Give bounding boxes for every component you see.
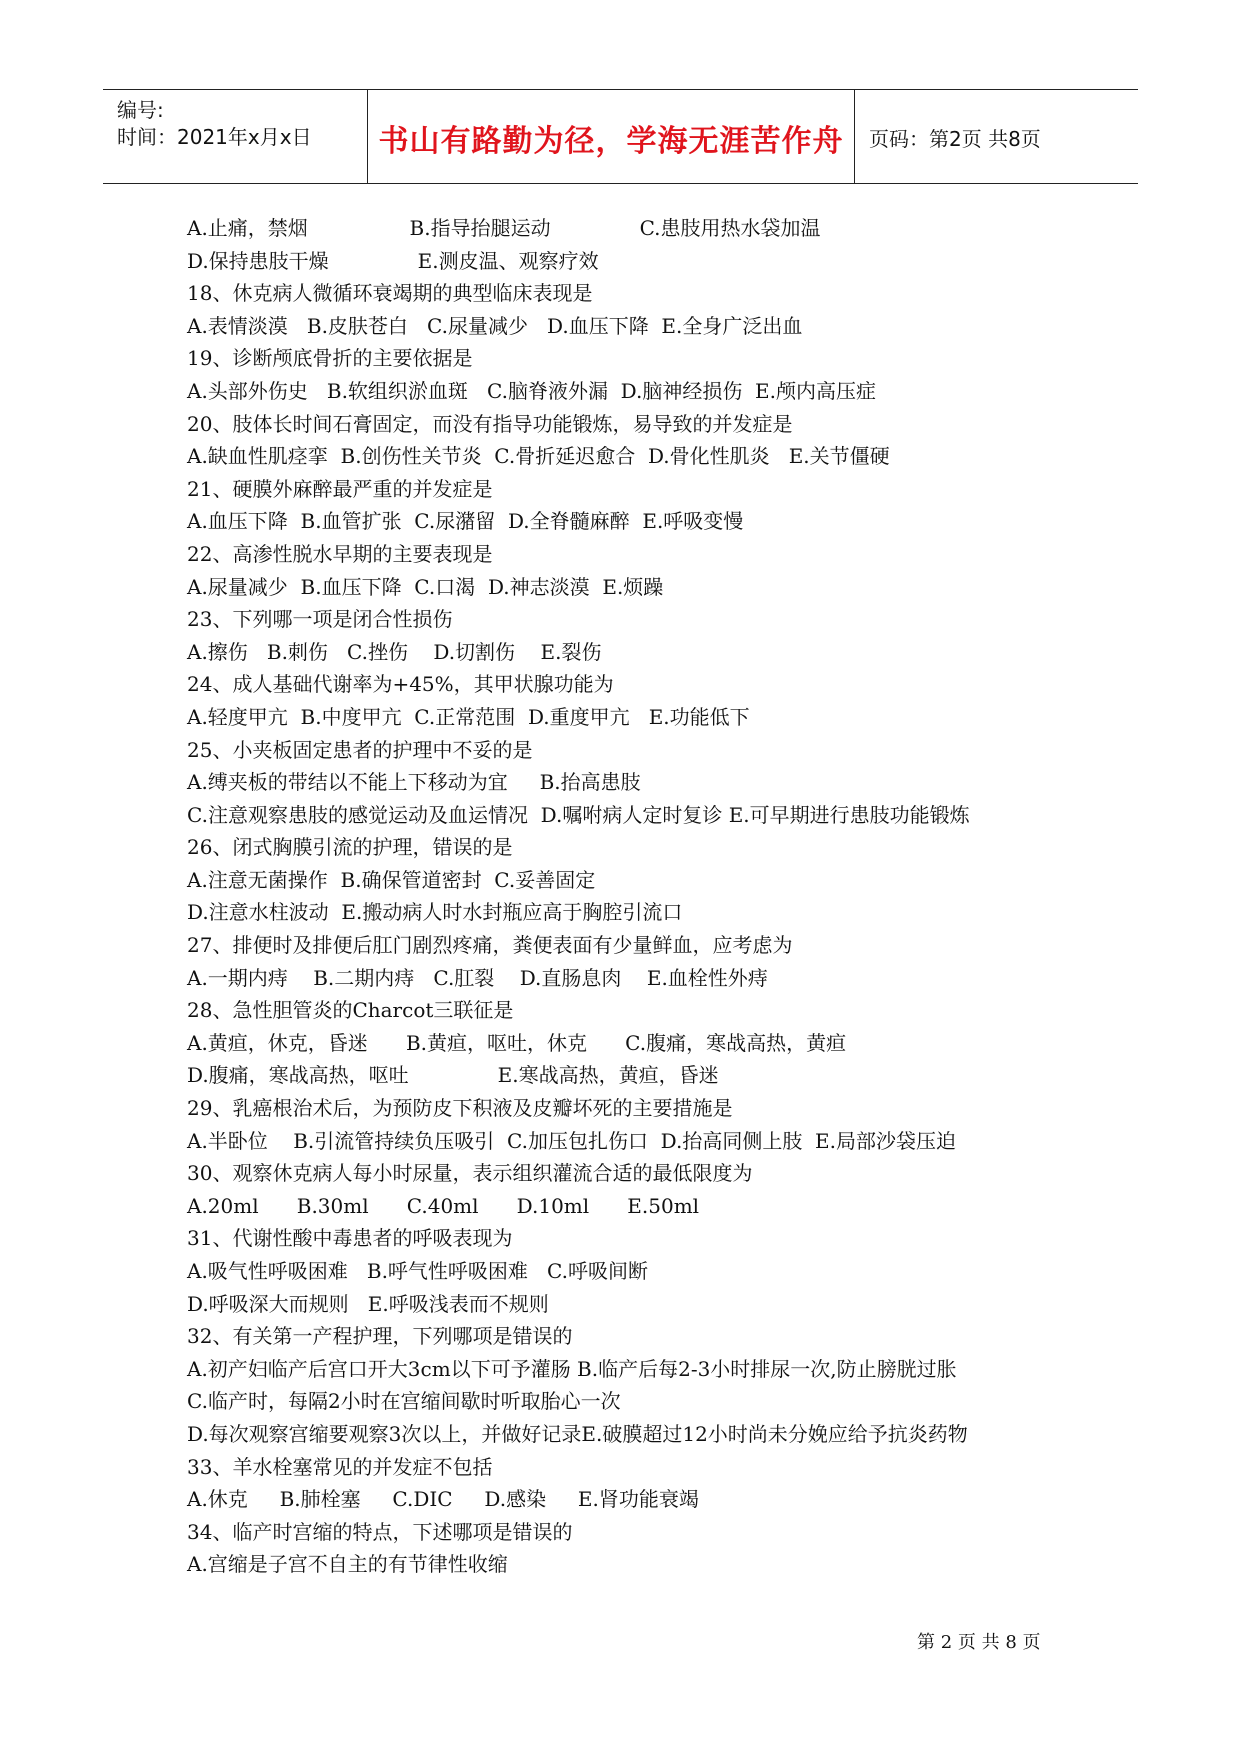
time-label: 时间：2021年x月x日 — [117, 125, 312, 149]
question-line: 25、小夹板固定患者的护理中不妥的是 — [187, 737, 533, 762]
options-line: A.缚夹板的带结以不能上下移动为宜 B.抬高患肢 — [187, 770, 641, 795]
header-right-cell — [855, 90, 1138, 183]
number-label: 编号: — [117, 98, 164, 122]
question-line: 22、高渗性脱水早期的主要表现是 — [187, 541, 493, 566]
header-motto-cell — [367, 90, 855, 183]
options-line: A.半卧位 B.引流管持续负压吸引 C.加压包扎伤口 D.抬高同侧上肢 E.局部沙袋压迫 — [187, 1128, 957, 1153]
options-line: A.血压下降 B.血管扩张 C.尿潴留 D.全脊髓麻醉 E.呼吸变慢 — [187, 509, 744, 534]
options-line: D.每次观察宫缩要观察3次以上，并做好记录E.破膜超过12小时尚未分娩应给予抗炎药物 — [187, 1421, 968, 1446]
options-line: A.一期内痔 B.二期内痔 C.肛裂 D.直肠息肉 E.血栓性外痔 — [187, 965, 768, 990]
options-line: A.吸气性呼吸困难 B.呼气性呼吸困难 C.呼吸间断 — [187, 1259, 648, 1283]
question-line: 31、代谢性酸中毒患者的呼吸表现为 — [187, 1226, 513, 1251]
question-line: 18、休克病人微循环衰竭期的典型临床表现是 — [187, 281, 593, 306]
options-line: C.临产时，每隔2小时在宫缩间歇时听取胎心一次 — [187, 1389, 621, 1414]
options-line: A.黄疸，休克，昏迷 B.黄疸，呕吐，休克 C.腹痛，寒战高热，黄疸 — [187, 1030, 847, 1055]
options-line: A.擦伤 B.刺伤 C.挫伤 D.切割伤 E.裂伤 — [187, 639, 602, 664]
text-line: A.止痛，禁烟 B.指导抬腿运动 C.患肢用热水袋加温 — [187, 216, 821, 240]
options-line: A.宫缩是子宫不自主的有节律性收缩 — [187, 1552, 508, 1577]
question-line: 29、乳癌根治术后，为预防皮下积液及皮瓣坏死的主要措施是 — [187, 1096, 733, 1121]
options-line: A.初产妇临产后宫口开大3cm以下可予灌肠 B.临产后每2-3小时排尿一次,防止膀胱过胀 — [187, 1356, 957, 1381]
options-line: D.呼吸深大而规则 E.呼吸浅表而不规则 — [187, 1291, 549, 1316]
question-line: 26、闭式胸膜引流的护理，错误的是 — [187, 835, 513, 860]
options-line: A.20ml B.30ml C.40ml D.10ml E.50ml — [187, 1193, 700, 1218]
page-label: 页码：第2页 共8页 — [869, 127, 1041, 151]
page-header — [103, 89, 1138, 184]
options-line: A.缺血性肌痉挛 B.创伤性关节炎 C.骨折延迟愈合 D.骨化性肌炎 E.关节僵硬 — [187, 444, 890, 469]
question-line: 23、下列哪一项是闭合性损伤 — [187, 607, 453, 632]
options-line: A.注意无菌操作 B.确保管道密封 C.妥善固定 — [187, 867, 596, 892]
question-line: 21、硬膜外麻醉最严重的并发症是 — [187, 476, 493, 501]
question-content — [187, 212, 1087, 1581]
question-line: 20、肢体长时间石膏固定，而没有指导功能锻炼，易导致的并发症是 — [187, 411, 793, 436]
question-line: 28、急性胆管炎的Charcot三联征是 — [187, 998, 514, 1023]
question-line: 32、有关第一产程护理，下列哪项是错误的 — [187, 1324, 573, 1349]
question-line: 24、成人基础代谢率为+45%，其甲状腺功能为 — [187, 672, 614, 697]
motto: 书山有路勤为径，学海无涯苦作舟 — [378, 124, 844, 159]
options-line: D.注意水柱波动 E.搬动病人时水封瓶应高于胸腔引流口 — [187, 900, 683, 925]
header-left-cell — [103, 90, 367, 183]
question-line: 33、羊水栓塞常见的并发症不包括 — [187, 1454, 493, 1479]
question-line: 19、诊断颅底骨折的主要依据是 — [187, 346, 473, 371]
options-line: A.休克 B.肺栓塞 C.DIC D.感染 E.肾功能衰竭 — [187, 1487, 699, 1512]
page-footer: 第 2 页 共 8 页 — [917, 1632, 1041, 1653]
options-line: A.轻度甲亢 B.中度甲亢 C.正常范围 D.重度甲亢 E.功能低下 — [187, 704, 750, 729]
options-line: C.注意观察患肢的感觉运动及血运情况 D.嘱咐病人定时复诊 E.可早期进行患肢功能锻炼 — [187, 802, 970, 827]
options-line: D.腹痛，寒战高热，呕吐 E.寒战高热，黄疸，昏迷 — [187, 1063, 719, 1088]
options-line: A.头部外伤史 B.软组织淤血斑 C.脑脊液外漏 D.脑神经损伤 E.颅内高压症 — [187, 378, 877, 403]
options-line: A.表情淡漠 B.皮肤苍白 C.尿量减少 D.血压下降 E.全身广泛出血 — [187, 313, 803, 338]
options-line: A.尿量减少 B.血压下降 C.口渴 D.神志淡漠 E.烦躁 — [187, 574, 664, 599]
text-line: D.保持患肢干燥 E.测皮温、观察疗效 — [187, 248, 599, 273]
question-line: 34、临产时宫缩的特点，下述哪项是错误的 — [187, 1519, 573, 1544]
question-line: 30、观察休克病人每小时尿量，表示组织灌流合适的最低限度为 — [187, 1161, 753, 1186]
question-line: 27、排便时及排便后肛门剧烈疼痛，粪便表面有少量鲜血，应考虑为 — [187, 933, 793, 958]
